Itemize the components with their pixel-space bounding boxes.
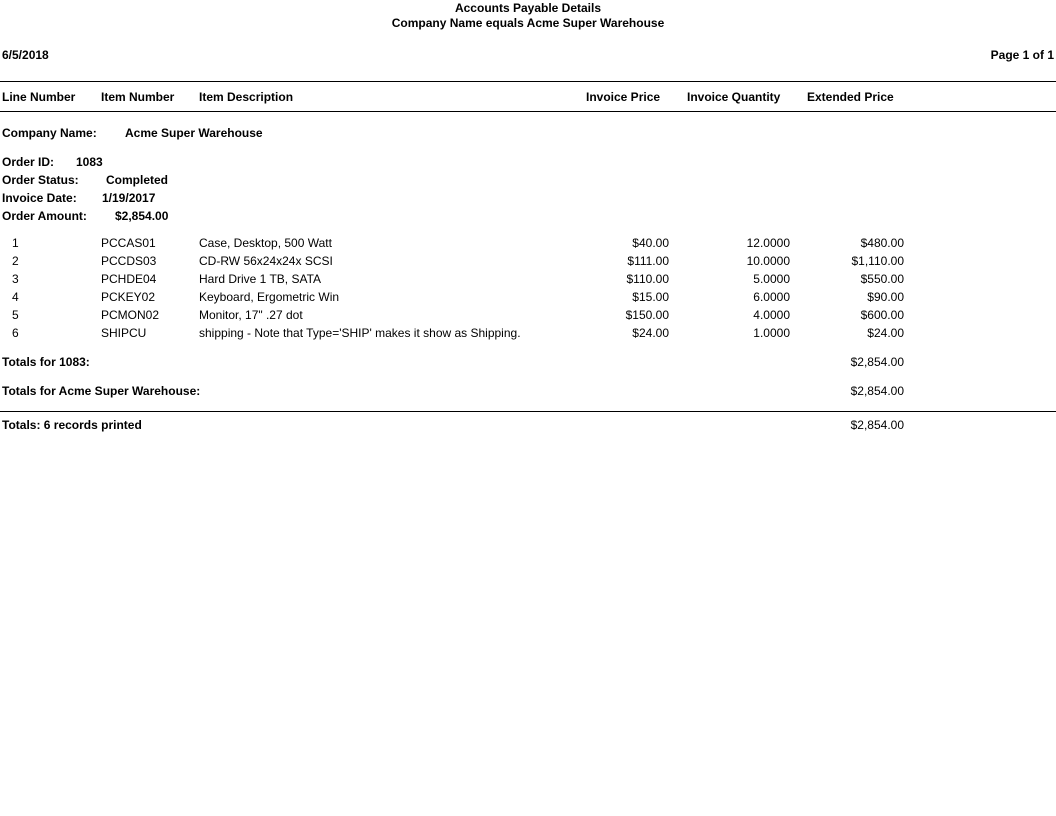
order-id-label: Order ID: — [2, 155, 55, 169]
totals-divider — [0, 411, 1056, 412]
header-top-divider — [0, 81, 1056, 82]
row-invoice-price: $150.00 — [625, 308, 669, 322]
row-line-number: 2 — [12, 254, 19, 268]
row-extended-price: $550.00 — [860, 272, 904, 286]
report-subtitle: Company Name equals Acme Super Warehouse — [391, 16, 665, 30]
row-line-number: 5 — [12, 308, 19, 322]
row-extended-price: $480.00 — [860, 236, 904, 250]
row-line-number: 3 — [12, 272, 19, 286]
report-title: Accounts Payable Details — [454, 1, 602, 15]
order-amount-label: Order Amount: — [2, 209, 87, 223]
row-line-number: 1 — [12, 236, 19, 250]
row-item-description: Monitor, 17" .27 dot — [199, 308, 303, 322]
row-item-number: PCKEY02 — [101, 290, 156, 304]
row-item-number: PCMON02 — [101, 308, 160, 322]
invoice-date-label: Invoice Date: — [2, 191, 77, 205]
header-bottom-divider — [0, 111, 1056, 112]
order-status-label: Order Status: — [2, 173, 79, 187]
row-item-number: PCCDS03 — [101, 254, 157, 268]
invoice-date-value: 1/19/2017 — [102, 191, 156, 205]
column-header-item-description: Item Description — [199, 90, 294, 104]
company-name-label: Company Name: — [2, 126, 97, 140]
row-invoice-price: $111.00 — [627, 254, 669, 268]
row-item-description: CD-RW 56x24x24x SCSI — [199, 254, 333, 268]
row-invoice-price: $40.00 — [632, 236, 669, 250]
row-invoice-quantity: 1.0000 — [753, 326, 790, 340]
column-header-extended-price: Extended Price — [807, 90, 894, 104]
grand-totals-value: $2,854.00 — [850, 418, 904, 432]
company-totals-label: Totals for Acme Super Warehouse: — [2, 384, 201, 398]
row-extended-price: $24.00 — [867, 326, 904, 340]
row-invoice-price: $15.00 — [632, 290, 669, 304]
row-item-description: Case, Desktop, 500 Watt — [199, 236, 332, 250]
row-line-number: 4 — [12, 290, 19, 304]
order-amount-value: $2,854.00 — [115, 209, 169, 223]
company-totals-value: $2,854.00 — [850, 384, 904, 398]
company-name-value: Acme Super Warehouse — [125, 126, 263, 140]
grand-totals-label: Totals: 6 records printed — [2, 418, 142, 432]
order-status-value: Completed — [106, 173, 169, 187]
row-invoice-price: $24.00 — [632, 326, 669, 340]
row-item-number: PCHDE04 — [101, 272, 157, 286]
row-extended-price: $90.00 — [867, 290, 904, 304]
row-invoice-quantity: 10.0000 — [746, 254, 790, 268]
row-invoice-quantity: 5.0000 — [753, 272, 790, 286]
row-invoice-quantity: 12.0000 — [746, 236, 790, 250]
order-totals-value: $2,854.00 — [850, 355, 904, 369]
order-id-value: 1083 — [76, 155, 103, 169]
row-item-number: PCCAS01 — [101, 236, 156, 250]
row-extended-price: $1,110.00 — [851, 254, 904, 268]
row-item-number: SHIPCU — [101, 326, 147, 340]
column-header-invoice-price: Invoice Price — [586, 90, 661, 104]
row-invoice-quantity: 4.0000 — [753, 308, 790, 322]
row-item-description: shipping - Note that Type='SHIP' makes it show as Shipping. — [199, 326, 521, 340]
row-extended-price: $600.00 — [860, 308, 904, 322]
column-header-invoice-quantity: Invoice Quantity — [687, 90, 781, 104]
page-number: Page 1 of 1 — [990, 48, 1054, 62]
row-item-description: Hard Drive 1 TB, SATA — [199, 272, 322, 286]
row-invoice-price: $110.00 — [626, 272, 669, 286]
report-date: 6/5/2018 — [2, 48, 49, 62]
row-line-number: 6 — [12, 326, 19, 340]
order-totals-label: Totals for 1083: — [2, 355, 90, 369]
column-header-line-number: Line Number — [2, 90, 76, 104]
row-invoice-quantity: 6.0000 — [753, 290, 790, 304]
row-item-description: Keyboard, Ergometric Win — [199, 290, 340, 304]
column-header-item-number: Item Number — [101, 90, 175, 104]
